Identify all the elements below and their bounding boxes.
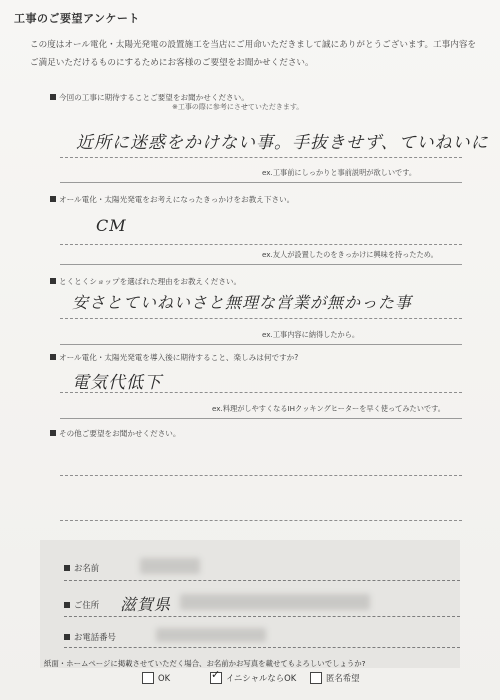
consent-option-anonymous[interactable] bbox=[310, 672, 360, 684]
consent-option-label: イニシャルならOK bbox=[226, 673, 297, 683]
section-divider bbox=[60, 418, 462, 419]
phone-label: お電話番号 bbox=[74, 632, 116, 642]
bullet-icon bbox=[50, 278, 56, 284]
address-field bbox=[64, 599, 99, 611]
name-label: お名前 bbox=[74, 563, 100, 573]
bullet-icon bbox=[50, 354, 56, 360]
check-mark-icon: ✓ bbox=[211, 668, 221, 681]
address-handwritten: 滋賀県 bbox=[120, 595, 172, 614]
name-field bbox=[64, 562, 99, 574]
question-1-label: 今回の工事に期待することご要望をお聞かせください。 bbox=[59, 93, 249, 102]
section-divider bbox=[60, 182, 462, 183]
answer-1: 近所に迷惑をかけない事。手抜きせず、ていねいに bbox=[76, 133, 489, 153]
answer-line bbox=[60, 244, 462, 245]
field-line bbox=[64, 580, 460, 581]
intro-text: この度はオール電化・太陽光発電の設置施工を当店にご用命いただきまして誠にありがとうございます。工事内容をご満足いただけるものにするためにお客様のご要望をお聞かせください。 bbox=[30, 40, 477, 68]
example-2: ex.友人が設置したのをきっかけに興味を持ったため。 bbox=[262, 250, 438, 259]
section-divider bbox=[60, 264, 462, 265]
checkbox[interactable] bbox=[310, 672, 322, 684]
bullet-icon bbox=[50, 430, 56, 436]
redacted-name bbox=[140, 558, 200, 574]
example-4: ex.料理がしやすくなるIHクッキングヒーターを早く使ってみたいです。 bbox=[212, 404, 445, 413]
question-1-note: ※工事の際に参考にさせていただきます。 bbox=[172, 103, 304, 111]
question-5-label: その他ご要望をお聞かせください。 bbox=[59, 429, 181, 438]
redacted-phone bbox=[156, 628, 266, 642]
section-divider bbox=[60, 344, 462, 345]
bullet-icon bbox=[64, 602, 70, 608]
answer-line bbox=[60, 475, 462, 476]
checkbox[interactable] bbox=[142, 672, 154, 684]
address-label: ご住所 bbox=[74, 600, 100, 610]
field-line bbox=[64, 616, 460, 617]
consent-option-label: 匿名希望 bbox=[326, 673, 360, 683]
question-4-label: オール電化・太陽光発電を導入後に期待すること、楽しみは何ですか? bbox=[59, 353, 299, 362]
question-2 bbox=[50, 194, 294, 205]
consent-option-ok[interactable] bbox=[142, 672, 170, 684]
phone-field bbox=[64, 631, 116, 643]
bullet-icon bbox=[50, 94, 56, 100]
answer-2: CM bbox=[96, 216, 127, 235]
question-3 bbox=[50, 276, 241, 287]
answer-line bbox=[60, 318, 462, 319]
question-3-label: とくとくショップを選ばれた理由をお教えください。 bbox=[59, 277, 242, 286]
answer-line bbox=[60, 392, 462, 393]
checkbox-checked[interactable] bbox=[210, 668, 222, 684]
answer-3: 安さとていねいさと無理な営業が無かった事 bbox=[72, 293, 413, 312]
question-5 bbox=[50, 428, 181, 439]
field-line bbox=[64, 647, 460, 648]
example-1: ex.工事前にしっかりと事前説明が欲しいです。 bbox=[262, 168, 417, 177]
consent-option-label: OK bbox=[158, 673, 171, 683]
question-2-label: オール電化・太陽光発電をお考えになったきっかけをお教え下さい。 bbox=[59, 195, 295, 204]
bullet-icon bbox=[64, 634, 70, 640]
question-4 bbox=[50, 352, 298, 363]
consent-option-initials[interactable] bbox=[210, 668, 297, 684]
redacted-address bbox=[180, 594, 370, 610]
bullet-icon bbox=[64, 565, 70, 571]
form-title: 工事のご要望アンケート bbox=[14, 12, 140, 25]
bullet-icon bbox=[50, 196, 56, 202]
publication-consent-question: 紙面・ホームページに掲載させていただく場合、お名前かお写真を載せてもよろしいでしょうか? bbox=[44, 659, 366, 668]
answer-4: 電気代低下 bbox=[72, 373, 162, 393]
answer-line bbox=[60, 520, 462, 521]
example-3: ex.工事内容に納得したから。 bbox=[262, 330, 360, 339]
answer-line bbox=[60, 157, 462, 158]
